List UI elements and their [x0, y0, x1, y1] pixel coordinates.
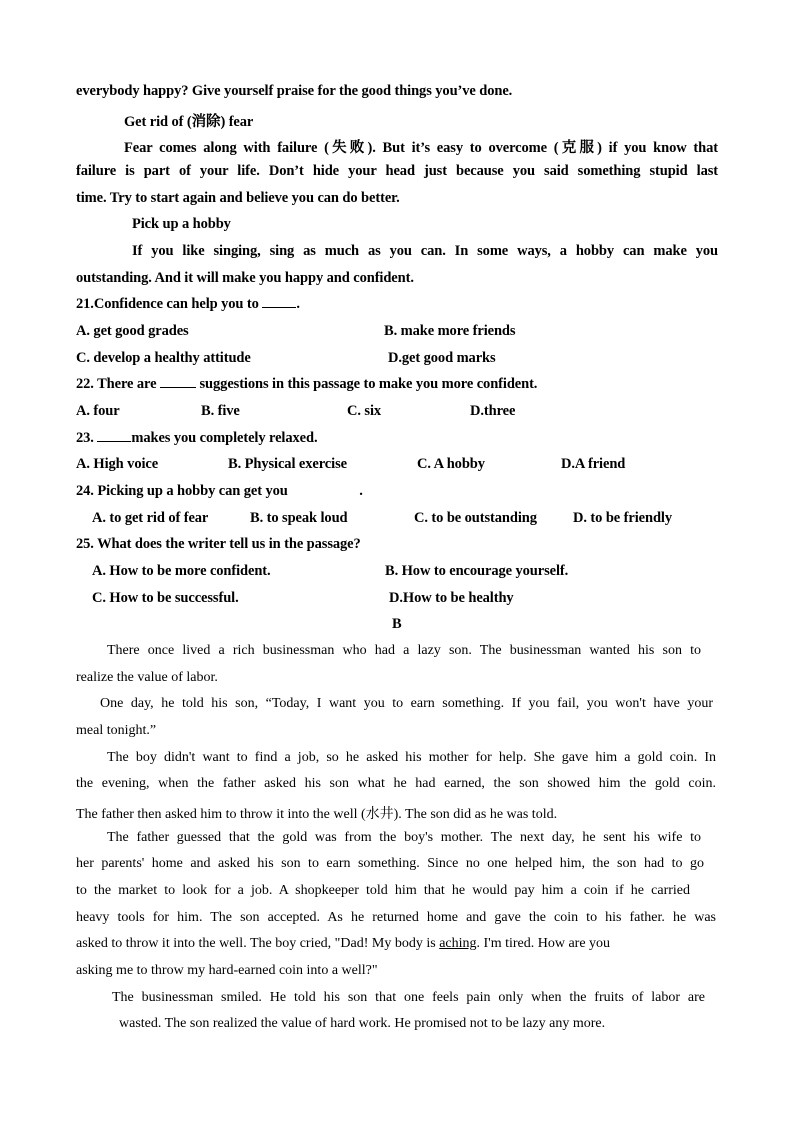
option-c: C. develop a healthy attitude [76, 350, 251, 366]
passage-line: outstanding. And it will make you happy and confident. [76, 270, 414, 286]
option-b: B. make more friends [384, 323, 516, 339]
passage-line: Fear comes along with failure (失败). But it’s easy to overcome (克服) if you know that [124, 140, 718, 156]
option-c: C. A hobby [417, 456, 485, 472]
section-heading-fear: Get rid of (消除) fear [124, 114, 254, 130]
passage-b-line: to the market to look for a job. A shopkeeper told him that he would pay him a coin if he carried [76, 883, 690, 898]
option-a: A. How to be more confident. [92, 563, 271, 579]
question-stem: 22. There are [76, 376, 160, 392]
question-stem: 24. Picking up a hobby can get you [76, 483, 292, 499]
option-a: A. to get rid of fear [92, 510, 209, 526]
option-d: D.get good marks [388, 350, 496, 366]
passage-b-line: The father then asked him to throw it into the well (水井). The son did as he was told. [76, 807, 558, 822]
underlined-word: aching [439, 936, 477, 951]
question-stem: 21.Confidence can help you to [76, 296, 263, 312]
passage-b-line: her parents' home and asked his son to earn something. Since no one helped him, the son had to go [76, 856, 704, 871]
passage-b-line: One day, he told his son, “Today, I want you to earn something. If you fail, you won't have your [100, 696, 713, 711]
passage-line: time. Try to start again and believe you can do better. [76, 190, 400, 206]
passage-b-line: meal tonight.” [76, 723, 157, 738]
passage-b-line: realize the value of labor. [76, 670, 218, 685]
section-heading-hobby: Pick up a hobby [132, 216, 231, 232]
question-stem: 23. [76, 430, 98, 446]
option-c: C. six [347, 403, 382, 419]
option-a: A. High voice [76, 456, 159, 472]
question-25: 25. What does the writer tell us in the passage? [76, 536, 361, 552]
question-24 [76, 483, 363, 500]
answer-blank [160, 387, 196, 388]
option-a: A. four [76, 403, 120, 419]
question-stem-end: . [296, 296, 300, 312]
question-22 [76, 376, 537, 393]
question-stem-end: suggestions in this passage to make you more confident. [195, 376, 538, 392]
passage-b-line [76, 936, 610, 952]
passage-line: everybody happy? Give yourself praise for the good things you’ve done. [76, 83, 513, 99]
passage-b-line: The boy didn't want to find a job, so he asked his mother for help. She gave him a gold coin. In [107, 750, 716, 765]
option-b: B. to speak loud [250, 510, 348, 526]
option-d: D.A friend [561, 456, 626, 472]
question-23 [76, 430, 317, 447]
passage-b-line: asking me to throw my hard-earned coin into a well?" [76, 963, 378, 978]
option-a: A. get good grades [76, 323, 189, 339]
section-label-b: B [392, 616, 402, 632]
passage-b-line: heavy tools for him. The son accepted. As he returned home and gave the coin to his father. he was [76, 910, 716, 925]
answer-blank [262, 307, 296, 308]
passage-b-line: The father guessed that the gold was from the boy's mother. The next day, he sent his wife to [107, 830, 701, 845]
passage-b-line: the evening, when the father asked his son what he had earned, the son showed him the gold coin. [76, 776, 716, 791]
question-stem-end: . [359, 483, 363, 499]
passage-b-line: There once lived a rich businessman who had a lazy son. The businessman wanted his son to [107, 643, 701, 658]
passage-text: asked to throw it into the well. The boy cried, "Dad! My body is [76, 936, 440, 951]
option-b: B. Physical exercise [228, 456, 347, 472]
answer-blank [97, 441, 131, 442]
option-b: B. How to encourage yourself. [385, 563, 569, 579]
passage-text: . I'm tired. How are you [476, 936, 611, 951]
passage-b-line: wasted. The son realized the value of hard work. He promised not to be lazy any more. [119, 1016, 606, 1031]
option-d: D. to be friendly [573, 510, 672, 526]
option-c: C. to be outstanding [414, 510, 537, 526]
option-d: D.How to be healthy [389, 590, 514, 606]
option-b: B. five [201, 403, 240, 419]
passage-b-line: The businessman smiled. He told his son that one feels pain only when the fruits of labor are [112, 990, 705, 1005]
option-c: C. How to be successful. [92, 590, 239, 606]
question-stem-end: makes you completely relaxed. [131, 430, 318, 446]
passage-line: failure is part of your life. Don’t hide your head just because you said something stupid last [76, 163, 718, 179]
passage-line: If you like singing, sing as much as you can. In some ways, a hobby can make you [132, 243, 718, 259]
option-d: D.three [470, 403, 516, 419]
question-21 [76, 296, 300, 313]
